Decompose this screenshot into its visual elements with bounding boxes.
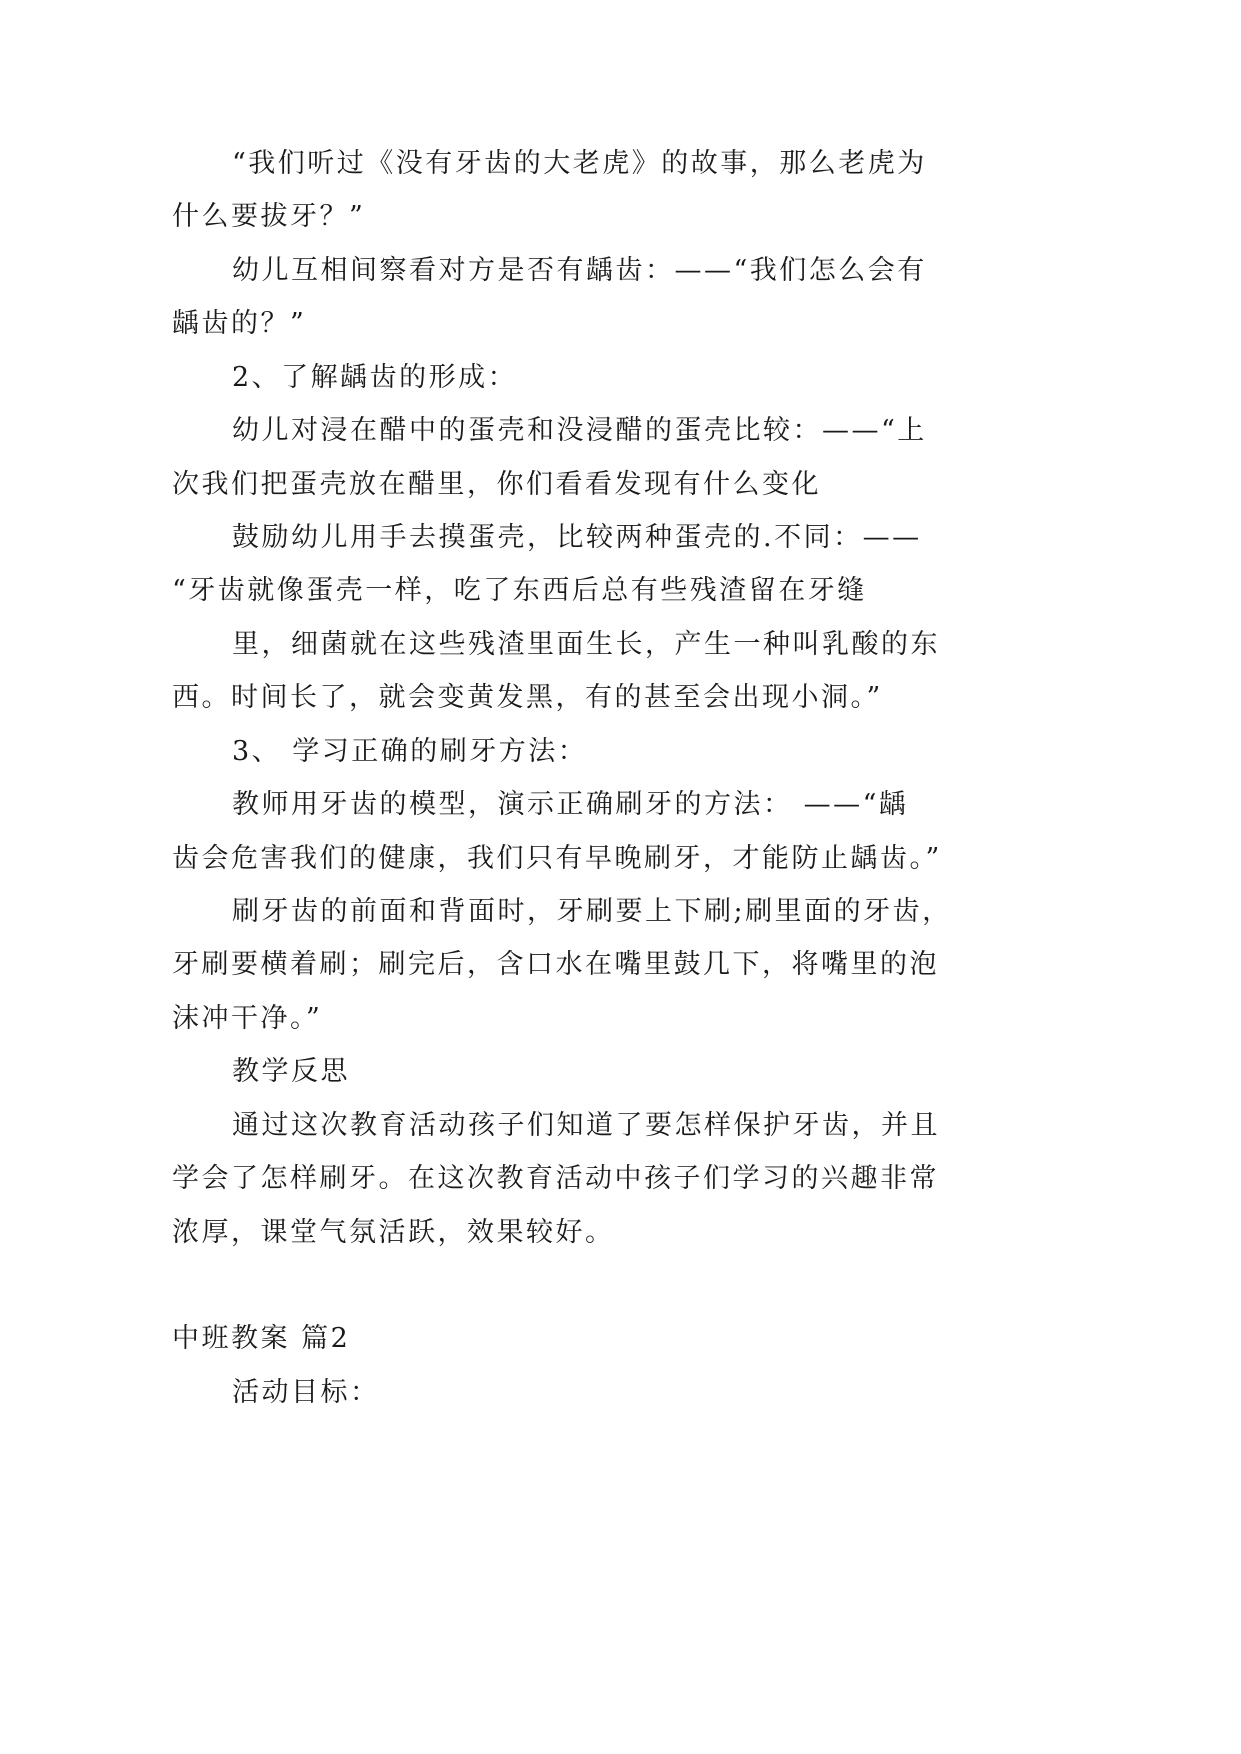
eggshell-compare-line-1: 幼儿对浸在醋中的蛋壳和没浸醋的蛋壳比较：——“上 bbox=[232, 415, 927, 446]
quote-tiger-story-line-2: 什么要拔牙？” bbox=[172, 201, 366, 232]
activity-goals-heading: 活动目标： bbox=[232, 1377, 380, 1408]
section-2-heading: 2、了解龋齿的形成： bbox=[232, 362, 518, 393]
brushing-method-line-3: 沫冲干净。” bbox=[172, 1003, 323, 1034]
teacher-demo-line-1: 教师用牙齿的模型，演示正确刷牙的方法： ——“龋 bbox=[232, 789, 909, 820]
lesson-plan-2-title: 中班教案 篇2 bbox=[172, 1323, 351, 1354]
eggshell-compare-line-2: 次我们把蛋壳放在醋里，你们看看发现有什么变化 bbox=[172, 469, 821, 500]
check-cavities-line-2: 龋齿的？” bbox=[172, 308, 307, 339]
bacteria-line-1: 里，细菌就在这些残渣里面生长，产生一种叫乳酸的东 bbox=[232, 629, 940, 660]
teacher-demo-line-2: 齿会危害我们的健康，我们只有早晚刷牙，才能防止龋齿。” bbox=[172, 843, 942, 874]
reflection-line-2: 学会了怎样刷牙。在这次教育活动中孩子们学习的兴趣非常 bbox=[172, 1163, 939, 1194]
bacteria-line-2: 西。时间长了，就会变黄发黑，有的甚至会出现小洞。” bbox=[172, 682, 883, 713]
brushing-method-line-1: 刷牙齿的前面和背面时，牙刷要上下刷;刷里面的牙齿， bbox=[232, 896, 952, 927]
reflection-line-3: 浓厚，课堂气氛活跃，效果较好。 bbox=[172, 1217, 615, 1248]
quote-tiger-story-line-1: “我们听过《没有牙齿的大老虎》的故事，那么老虎为 bbox=[232, 148, 927, 179]
reflection-line-1: 通过这次教育活动孩子们知道了要怎样保护牙齿，并且 bbox=[232, 1110, 940, 1141]
touch-eggshell-line-1: 鼓励幼儿用手去摸蛋壳，比较两种蛋壳的.不同：—— bbox=[232, 522, 922, 553]
section-3-heading: 3、 学习正确的刷牙方法： bbox=[232, 736, 588, 767]
touch-eggshell-line-2: “牙齿就像蛋壳一样，吃了东西后总有些残渣留在牙缝 bbox=[172, 575, 867, 606]
check-cavities-line-1: 幼儿互相间察看对方是否有龋齿：——“我们怎么会有 bbox=[232, 255, 927, 286]
brushing-method-line-2: 牙刷要横着刷；刷完后，含口水在嘴里鼓几下，将嘴里的泡 bbox=[172, 949, 939, 980]
teaching-reflection-heading: 教学反思 bbox=[232, 1056, 350, 1087]
